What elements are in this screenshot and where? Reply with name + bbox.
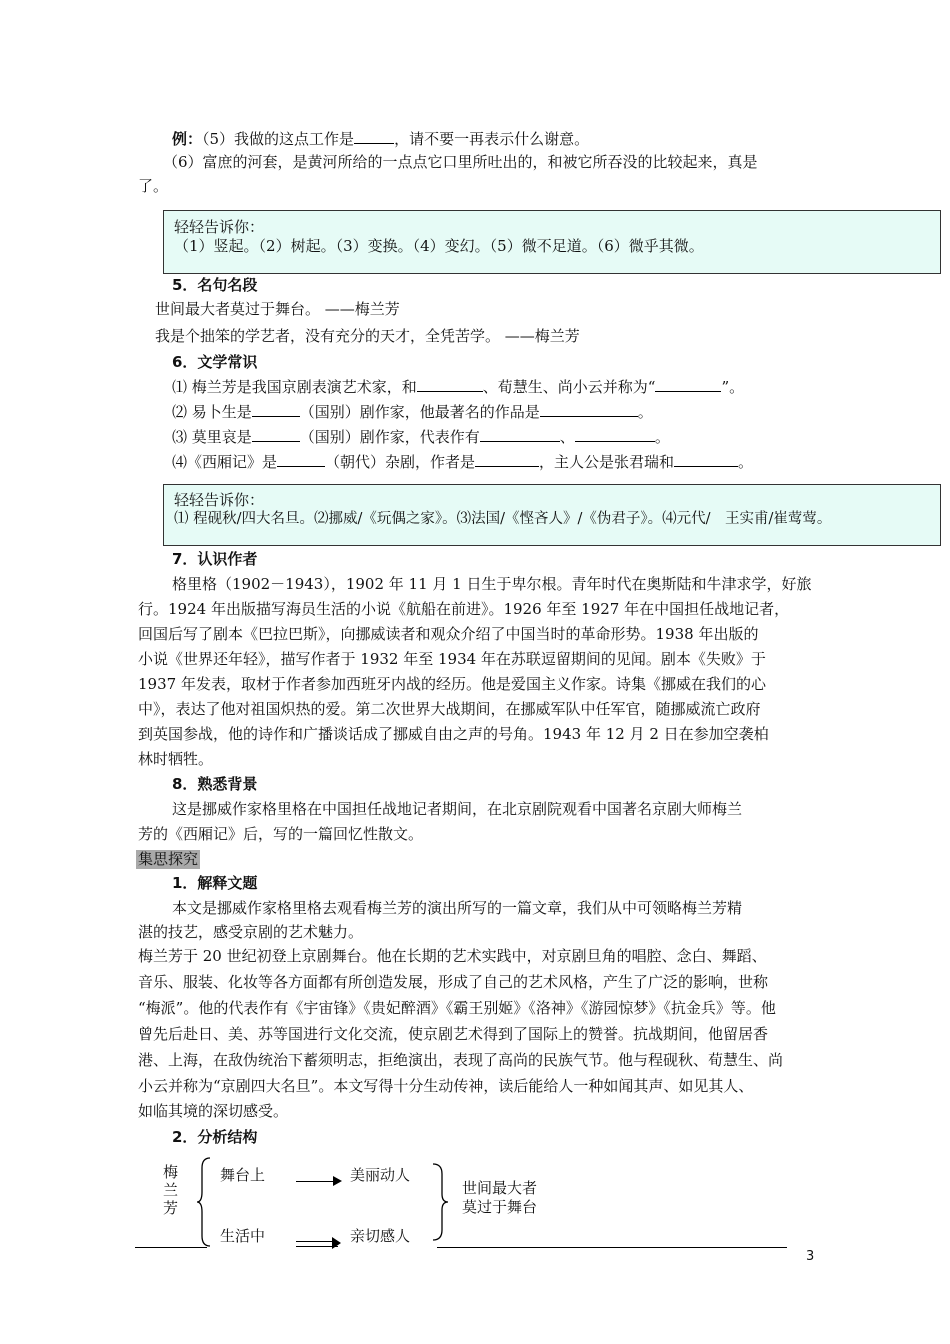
answer-blank	[480, 441, 560, 442]
heading-literary-knowledge: 6．文学常识	[172, 353, 258, 371]
diagram-bottom-left: 生活中	[220, 1227, 266, 1245]
quote-2: 我是个拙笨的学艺者，没有充分的天才，全凭苦学。 ——梅兰芳	[155, 327, 580, 345]
quote-1: 世间最大者莫过于舞台。 ——梅兰芳	[155, 300, 400, 318]
footer-rule	[135, 1247, 207, 1248]
diagram-conclusion-1: 世间最大者	[462, 1179, 538, 1197]
explain-para2-line: 如临其境的深切感受。	[138, 1102, 289, 1120]
explain-para2-line: 梅兰芳于 20 世纪初登上京剧舞台。他在长期的艺术实践中，对京剧旦角的唱腔、念白、舞蹈、	[138, 947, 767, 965]
answer-blank	[575, 441, 655, 442]
diagram-top-left: 舞台上	[220, 1166, 266, 1184]
section-tag: 集思探究	[138, 850, 199, 868]
author-line: 林时牺牲。	[138, 750, 214, 768]
explain-para2-line: 曾先后赴日、美、苏等国进行文化交流，使京剧艺术得到了国际上的赞誉。抗战期间，他留居香	[138, 1025, 769, 1043]
answer-blank	[277, 466, 325, 467]
right-arrow-icon	[296, 1181, 340, 1182]
left-brace-icon	[196, 1156, 214, 1248]
heading-explain-title: 1．解释文题	[172, 874, 258, 892]
question-3: ⑶ 莫里哀是 （国别）剧作家，代表作有 、 。	[172, 428, 670, 446]
question-2: ⑵ 易卜生是 （国别）剧作家，他最著名的作品是 。	[172, 403, 653, 421]
name-char: 兰	[163, 1181, 179, 1199]
example-6-line2: 了。	[138, 177, 169, 195]
explain-para2-line: 小云并称为“京剧四大名旦”。本文写得十分生动传神，读后能给人一种如闻其声、如见其人、	[138, 1077, 754, 1095]
author-line: 到英国参战，他的诗作和广播谈话成了挪威自由之声的号角。1943 年 12 月 2 日在参加空袭柏	[138, 725, 769, 743]
question-4: ⑷《西厢记》是 （朝代）杂剧，作者是 ，主人公是张君瑞和 。	[172, 453, 754, 471]
diagram-top-right: 美丽动人	[350, 1166, 411, 1184]
explain-line: 本文是挪威作家格里格去观看梅兰芳的演出所写的一篇文章，我们从中可领略梅兰芳精	[172, 899, 743, 917]
answer-blank	[674, 466, 738, 467]
diagram-bottom-right: 亲切感人	[350, 1227, 411, 1245]
example-label: 例：	[172, 130, 203, 148]
author-line: 1937 年发表，取材于作者参加西班牙内战的经历。他是爱国主义作家。诗集《挪威在我们的心	[138, 675, 766, 693]
author-line: 格里格（1902－1943），1902 年 11 月 1 日生于卑尔根。青年时代在奥斯陆和牛津求学，好旅	[172, 575, 812, 593]
author-line: 回国后写了剧本《巴拉巴斯》，向挪威读者和观众介绍了中国当时的革命形势。1938 年出版的	[138, 625, 759, 643]
question-1: ⑴ 梅兰芳是我国京剧表演艺术家，和 、荀慧生、尚小云并称为“ ”。	[172, 378, 745, 396]
answer-blank	[655, 391, 721, 392]
explain-para2-line: 港、上海，在敌伪统治下蓄须明志，拒绝演出，表现了高尚的民族气节。他与程砚秋、荀慧生、尚	[138, 1051, 784, 1069]
tip-body: （1）竖起。（2）树起。（3）变换。（4）变幻。（5）微不足道。（6）微乎其微。	[174, 237, 704, 255]
right-brace-icon	[430, 1162, 450, 1242]
author-line: 小说《世界还年轻》，描写作者于 1932 年至 1934 年在苏联逗留期间的见闻。剧本《失败》于	[138, 650, 766, 668]
background-line: 这是挪威作家格里格在中国担任战地记者期间，在北京剧院观看中国著名京剧大师梅兰	[172, 800, 743, 818]
answer-blank	[540, 416, 638, 417]
tip-title: 轻轻告诉你：	[174, 491, 265, 509]
explain-line: 湛的技艺，感受京剧的艺术魅力。	[138, 923, 364, 941]
answer-blank	[417, 391, 483, 392]
diagram-conclusion-2: 莫过于舞台	[462, 1198, 538, 1216]
footer-rule	[437, 1247, 787, 1248]
answer-blank	[252, 416, 300, 417]
double-arrow-icon	[296, 1241, 338, 1247]
tip-title: 轻轻告诉你：	[174, 218, 265, 236]
name-char: 梅	[163, 1163, 179, 1181]
explain-para2-line: 音乐、服装、化妆等各方面都有所创造发展，形成了自己的艺术风格，产生了广泛的影响，世称	[138, 973, 769, 991]
answer-blank	[354, 143, 394, 144]
tip-box-1	[163, 210, 941, 274]
answer-blank	[252, 441, 300, 442]
heading-famous-quotes: 5．名句名段	[172, 276, 258, 294]
background-line: 芳的《西厢记》后，写的一篇回忆性散文。	[138, 825, 424, 843]
heading-background: 8．熟悉背景	[172, 775, 258, 793]
heading-know-the-author: 7．认识作者	[172, 550, 258, 568]
example-6-line1: （6）富庶的河套，是黄河所给的一点点它口里所吐出的，和被它所吞没的比较起来，真是	[163, 153, 758, 171]
author-line: 行。1924 年出版描写海员生活的小说《航船在前进》。1926 年至 1927 年在中国担任战地记者，	[138, 600, 790, 618]
explain-para2-line: “梅派”。他的代表作有《宇宙锋》《贵妃醉酒》《霸王别姬》《洛神》《游园惊梦》《抗金兵》等。他	[138, 999, 776, 1017]
example-5: 例：（5）我做的这点工作是 ，请不要一再表示什么谢意。	[172, 130, 590, 148]
name-char: 芳	[163, 1199, 179, 1217]
page-number: 3	[806, 1249, 815, 1264]
tip-body: ⑴ 程砚秋/四大名旦。⑵挪威/《玩偶之家》。⑶法国/《悭吝人》/《伪君子》。⑷元代/ 王实甫/崔莺莺。	[174, 511, 832, 527]
heading-analyze-structure: 2．分析结构	[172, 1128, 258, 1146]
tip-box-2	[163, 484, 941, 546]
answer-blank	[475, 466, 539, 467]
author-line: 中》，表达了他对祖国炽热的爱。第二次世界大战期间，在挪威军队中任军官，随挪威流亡政府	[138, 700, 761, 718]
